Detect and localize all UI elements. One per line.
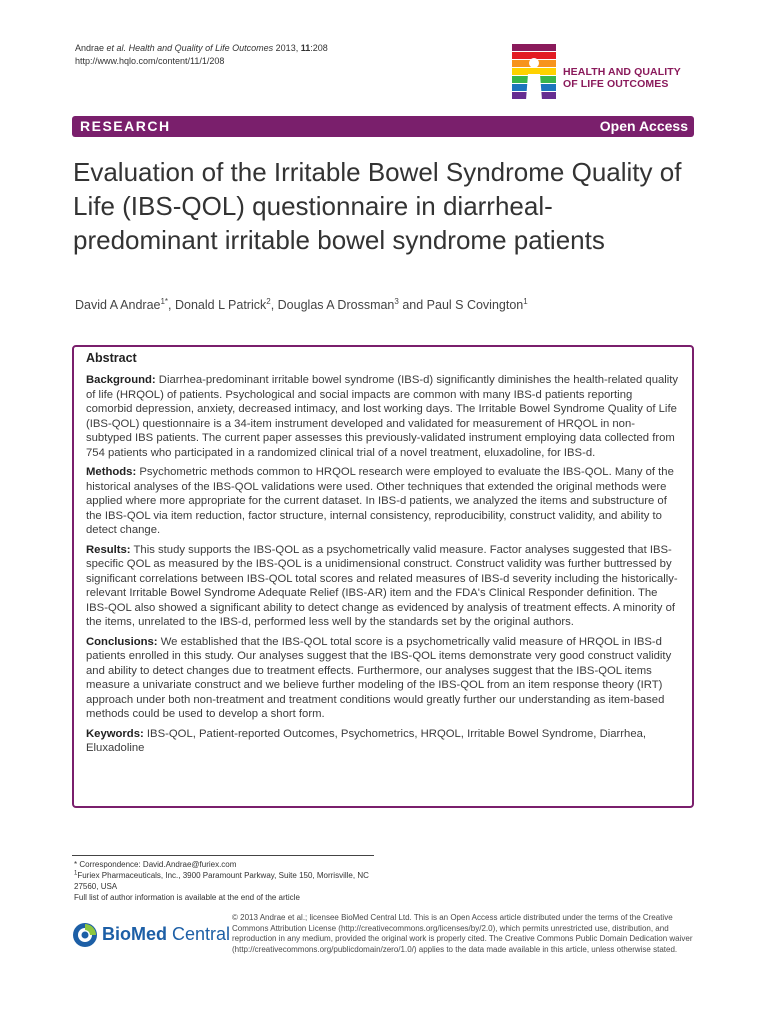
biomed-central-logo — [72, 920, 232, 950]
license-text: © 2013 Andrae et al.; licensee BioMed Central Ltd. This is an Open Access article distributed under the terms of the Creative Commons Attribution License (http://creativecommons.org/licenses/by/2.0), which permits unrestricted use, distribution, and reproduction in any medium, provided the original work is properly cited. The Creative Commons Public Domain Dedication waiver (http://creativecommons.org/publicdomain/zero/1.0/) applies to the data made available in this article, unless otherwise stated. — [232, 913, 693, 954]
author-separator: , — [270, 298, 278, 312]
citation-author: Andrae — [75, 43, 105, 53]
abstract-results — [86, 543, 680, 630]
abstract-text: IBS-QOL, Patient-reported Outcomes, Psychometrics, HRQOL, Irritable Bowel Syndrome, Diarrhea, Eluxadoline — [86, 727, 647, 754]
footnote-rule — [72, 855, 374, 856]
abstract-label: Background: — [86, 374, 156, 386]
abstract-label: Keywords: — [86, 727, 144, 740]
citation-url[interactable]: http://www.hqlo.com/content/11/1/208 — [75, 56, 225, 66]
abstract-text: Diarrhea-predominant irritable bowel syndrome (IBS-d) significantly diminishes the health-related quality of life (HRQOL) of patients. Psychological and social impacts are common with many IBS-d patients reporting comorbid depression, anxiety, decreased intimacy, and lost working days. The Irritable Bowel Syndrome Quality of Life (IBS-QOL) questionnaire is a 34-item instrument developed and validated for measurement of HRQOL in non-subtyped IBS patients. The current paper assesses this previously-validated instrument employing data collected from 754 patients who participated in a randomized clinical trial of a novel treatment, eluxadoline, for IBS-d. — [86, 374, 679, 459]
affiliation-sup: 1 — [74, 870, 78, 877]
affiliation-text: Furiex Pharmaceuticals, Inc., 3900 Paramount Parkway, Suite 150, Morrisville, NC 27560, USA — [74, 871, 369, 891]
abstract-text: We established that the IBS-QOL total score is a psychometrically valid measure of HRQOL in IBS-d patients enrolled in this study. Our analyses suggest that the IBS-QOL items demonstrate very good construct validity and ability to detect changes due to treatment effects. Furthermore, our analyses suggest that the IBS-QOL items measure a univariate construct and we believe further modeling of the IBS-QOL from an item response theory (IRT) approach under both non-treatment and treatment conditions would greatly further our understanding as item-based methods could be used to develop a short form. — [86, 635, 672, 720]
journal-logo-icon — [512, 44, 556, 100]
bmc-central: Central — [167, 924, 231, 944]
abstract-heading: Abstract — [86, 351, 137, 365]
author-name: David A Andrae — [75, 298, 161, 312]
biomed-central-wordmark — [102, 922, 230, 946]
footnotes — [74, 859, 384, 903]
author-separator: and — [398, 298, 427, 312]
article-type-bar — [72, 116, 694, 137]
journal-logo-line1: HEALTH AND QUALITY — [563, 66, 681, 78]
citation-line — [75, 42, 328, 55]
biomed-central-icon — [72, 922, 98, 948]
citation-journal: Health and Quality of Life Outcomes — [128, 43, 274, 53]
open-access-label: Open Access — [599, 118, 688, 134]
abstract-label: Methods: — [86, 466, 137, 478]
abstract-text: Psychometric methods common to HRQOL research were employed to evaluate the IBS-QOL. Many of the historical analyses of the IBS-QOL validations were used. Other techniques that extended the original methods were applied where more appropriate for the current dataset. In IBS-d patients, we analyzed the items and substructure of the IBS-QOL via item reduction, factor structure, internal consistency, reproducibility, construct validity, and ability to detect change. — [86, 466, 674, 536]
correspondence-note: * Correspondence: David.Andrae@furiex.com — [74, 860, 237, 869]
article-title: Evaluation of the Irritable Bowel Syndrome Quality of Life (IBS-QOL) questionnaire in diarrheal-predominant irritable bowel syndrome patients — [73, 157, 682, 255]
citation-header — [75, 42, 328, 68]
author-affiliation: 1 — [523, 296, 528, 306]
abstract-conclusions — [86, 635, 680, 722]
citation-article: :208 — [310, 43, 328, 53]
abstract-methods — [86, 465, 680, 538]
abstract-background — [86, 373, 680, 460]
author-affiliation: 2 — [266, 296, 271, 306]
affiliation-note — [74, 870, 384, 892]
author-affiliation: 1* — [160, 296, 169, 306]
citation-etal: et al. — [106, 43, 127, 53]
author-list — [75, 298, 695, 312]
author-info-note: Full list of author information is available at the end of the article — [74, 893, 300, 902]
abstract-label: Conclusions: — [86, 635, 158, 648]
abstract-label: Results: — [86, 543, 131, 556]
bmc-bio: BioMed — [102, 924, 167, 944]
author-name: Douglas A Drossman — [277, 298, 395, 312]
author-name: Donald L Patrick — [175, 298, 267, 312]
abstract-text: This study supports the IBS-QOL as a psychometrically valid measure. Factor analyses suggested that IBS-specific QOL as measured by the IBS-QOL is a unidimensional construct. Construct validity was further buttressed by significant correlations between IBS-QOL total scores and related measures of IBS-d severity including the historically-relevant Irritable Bowel Syndrome Adequate Relief (IBS-AR) item and the FDA's Clinical Responder definition. The IBS-QOL also showed a significant ability to detect change as evidenced by analysis of treatment effects. A minority of the items, unrelated to the IBS-d, performed less well by the standards set by the original authors. — [86, 543, 678, 628]
abstract-keywords — [86, 727, 680, 756]
journal-logo-text — [563, 66, 681, 90]
citation-year: 2013, — [275, 43, 299, 53]
article-type-label: RESEARCH — [80, 118, 171, 134]
author-separator: , — [168, 298, 175, 312]
journal-logo — [512, 44, 702, 104]
citation-volume: 11 — [300, 43, 311, 53]
abstract-box — [72, 345, 694, 808]
author-name: Paul S Covington — [426, 298, 524, 312]
journal-logo-line2: OF LIFE OUTCOMES — [563, 78, 669, 90]
author-affiliation: 3 — [394, 296, 399, 306]
